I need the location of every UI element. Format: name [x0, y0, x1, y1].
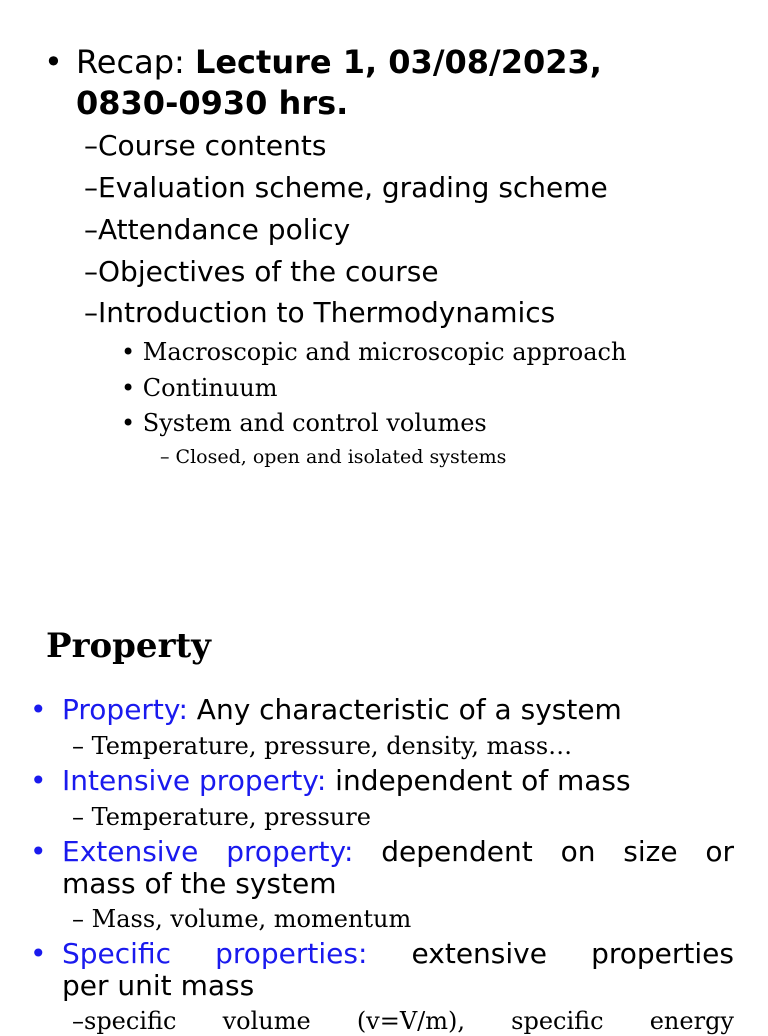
example-line: [72, 802, 371, 832]
recap-item-text: Introduction to Thermodynamics: [98, 296, 556, 329]
example-text: Mass, volume, momentum: [91, 905, 412, 933]
recap-item: [84, 213, 350, 247]
definition-line: [62, 694, 622, 726]
recap-item-text: Attendance policy: [98, 213, 351, 246]
recap-sub-item: [121, 373, 278, 403]
example-line: [72, 904, 411, 934]
term-label: Specific properties:: [62, 937, 368, 970]
dash-marker: –: [160, 446, 170, 468]
recap-item-text: Objectives of the course: [98, 255, 439, 288]
bullet-marker: •: [44, 43, 63, 81]
definition-line: [62, 836, 734, 868]
bullet-marker: •: [121, 409, 136, 437]
recap-sub-sub-item: [160, 445, 506, 469]
recap-sub-sub-item-text: Closed, open and isolated systems: [175, 446, 507, 468]
definition-continuation: mass of the system: [62, 867, 337, 900]
example-line: [72, 731, 572, 761]
recap-sub-item-text: System and control volumes: [142, 409, 487, 437]
dash-marker: –: [84, 296, 98, 329]
example-text: specific volume (v=V/m), specific energy: [84, 1007, 734, 1035]
dash-marker: –: [72, 803, 84, 831]
recap-item: [84, 296, 555, 330]
bullet-marker: •: [30, 764, 47, 797]
example-text: Temperature, pressure: [91, 803, 371, 831]
recap-heading-line2: [76, 83, 348, 123]
dash-marker: –: [72, 732, 84, 760]
recap-item: [84, 129, 326, 163]
recap-sub-item-text: Macroscopic and microscopic approach: [142, 338, 627, 366]
recap-sub-item: [121, 408, 487, 438]
term-definition: Any characteristic of a system: [187, 693, 622, 726]
example-line: [72, 1006, 734, 1036]
bullet-marker: •: [30, 835, 47, 868]
term-definition: independent of mass: [326, 764, 631, 797]
dash-marker: –: [84, 171, 98, 204]
dash-marker: –: [84, 129, 98, 162]
term-label: Extensive property:: [62, 835, 354, 868]
recap-item: [84, 171, 608, 205]
recap-prefix: Recap:: [76, 43, 195, 81]
recap-item: [84, 255, 439, 289]
slide-title: Property: [46, 626, 211, 666]
recap-item-text: Course contents: [98, 129, 327, 162]
dash-marker: –: [72, 1007, 84, 1035]
term-label: Property:: [62, 693, 188, 726]
recap-lecture-info: Lecture 1, 03/08/2023,: [194, 43, 602, 81]
term-definition: dependent on size or: [381, 835, 735, 868]
bullet-marker: •: [30, 693, 47, 726]
example-text: Temperature, pressure, density, mass…: [91, 732, 573, 760]
dash-marker: –: [72, 905, 84, 933]
recap-lecture-time: 0830-0930 hrs.: [76, 84, 349, 122]
bullet-marker: •: [121, 338, 136, 366]
bullet-marker: •: [121, 374, 136, 402]
recap-sub-item: [121, 337, 626, 367]
definition-line: [62, 765, 631, 797]
definition-line: [62, 938, 734, 970]
definition-continuation: per unit mass: [62, 969, 255, 1002]
bullet-marker: •: [30, 937, 47, 970]
term-label: Intensive property:: [62, 764, 327, 797]
dash-marker: –: [84, 213, 98, 246]
term-definition: extensive properties: [411, 937, 734, 970]
recap-sub-item-text: Continuum: [142, 374, 278, 402]
dash-marker: –: [84, 255, 98, 288]
recap-heading-line1: [76, 42, 602, 82]
recap-item-text: Evaluation scheme, grading scheme: [98, 171, 608, 204]
